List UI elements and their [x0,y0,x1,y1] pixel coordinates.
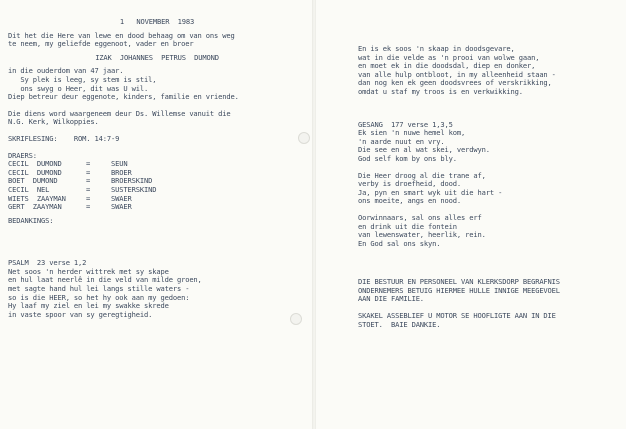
bearer-name: GERT ZAAYMAN [8,202,62,212]
psalm-line: in vaste spoor van sy geregtigheid. [8,309,153,319]
bearer-equals: = [86,167,91,177]
right-page [316,0,626,429]
bearer-relation: BROERSKIND [111,176,153,186]
thanks-heading: BEDANKINGS: [8,215,54,225]
service-line: N.G. Kerk, Wilkoppies. [8,117,99,127]
age-line: in die ouderdom van 47 jaar. [8,66,124,76]
bearer-row [8,203,156,212]
verse-line: Sy plek is leeg, sy stem is stil, [8,74,157,84]
intro-line: te neem, my geliefde eggenoot, vader en broer [8,39,194,49]
bearers-table [8,160,156,212]
hymn-line: Oorwinnaars, sal ons alles erf [358,212,482,222]
bearer-name: CECIL DUMOND [8,159,62,169]
hymn-line: God self kom by ons bly. [358,153,457,163]
psalm-line: wat in die velde as 'n prooi van wolwe gaan, [358,52,540,62]
bearer-relation: SWAER [111,202,132,212]
bearer-name: WIETS ZAAYMAN [8,193,66,203]
hymn-line: En God sal ons skyn. [358,238,441,248]
bearer-equals: = [86,176,91,186]
psalm-line: met sagte hand hul lei langs stille waters - [8,284,190,294]
mourners-line: Diep betreur deur eggenote, kinders, familie en vriende. [8,92,239,102]
bearer-relation: SUSTERSKIND [111,184,157,194]
bearer-relation: BROER [111,167,132,177]
verse-line: ons swyg o Heer, dit was U wil. [8,83,149,93]
psalm-line: van alle hulp ontbloot, in my alleenheid staan - [358,69,556,79]
condolence-notice: DIE BESTUUR EN PERSONEEL VAN KLERKSDORP BEGRAFNIS [358,277,560,287]
service-date: 1 NOVEMBER 1983 [119,17,195,26]
hymn-line: Die see en al wat skei, verdwyn. [358,145,490,155]
psalm-line: en hul laat neerlê in die veld van milde groen, [8,275,202,285]
hymn-line: ons moeite, angs en nood. [358,196,462,206]
hymn-line: verby is droefheid, dood. [358,179,462,189]
psalm-heading: PSALM 23 verse 1,2 [8,258,87,268]
bearer-relation: SEUN [111,159,128,169]
scripture-reading: SKRIFLESING: ROM. 14:7-9 [8,133,120,143]
psalm-line: Net soos 'n herder wittrek met sy skape [8,266,169,276]
bearers-heading: DRAERS: [8,150,37,160]
hymn-line: Ek sien 'n nuwe hemel kom, [358,128,466,138]
intro-line: Dit het die Here van lewe en dood behaag om van ons weg [8,30,235,40]
deceased-name: IZAK JOHANNES PETRUS DUMOND [95,52,219,62]
hymn-line: en drink uit die fontein [358,221,457,231]
bearer-equals: = [86,184,91,194]
headlights-request: STOET. BAIE DANKIE. [358,319,441,329]
service-line: Die diens word waargeneem deur Ds. Willemse vanuit die [8,108,231,118]
psalm-line: so is die HEER, so het hy ook aan my gedoen: [8,292,190,302]
hymn-line: Die Heer droog al die trane af, [358,170,486,180]
condolence-notice: ONDERNEMERS BETUIG HIERMEE HULLE INNIGE MEEGEVOEL [358,285,560,295]
psalm-line: omdat u staf my troos is en verkwikking. [358,86,523,96]
left-page [0,0,312,429]
psalm-line: Hy laaf my ziel en lei my swakke skrede [8,301,169,311]
psalm-line: dan nog ken ek geen doodsvrees of verskrikking, [358,78,552,88]
psalm-line: En is ek soos 'n skaap in doodsgevare, [358,44,515,53]
hymn-line: van lewenswater, heerlik, rein. [358,230,486,240]
bearer-name: CECIL DUMOND [8,167,62,177]
headlights-request: SKAKEL ASSEBLIEF U MOTOR SE HOOFLIGTE AAN IN DIE [358,311,556,321]
bearer-name: CECIL NEL [8,184,50,194]
hymn-line: Ja, pyn en smart wyk uit die hart - [358,187,503,197]
bearer-relation: SWAER [111,193,132,203]
bearer-equals: = [86,193,91,203]
bearer-equals: = [86,159,91,169]
hymn-heading: GESANG 177 verse 1,3,5 [358,119,453,129]
psalm-line: en moet ek in die doodsdal, diep en donker, [358,61,536,71]
bearer-name: BOET DUMOND [8,176,58,186]
hymn-line: 'n aarde nuut en vry. [358,136,445,146]
condolence-notice: AAN DIE FAMILIE. [358,294,424,304]
bearer-equals: = [86,202,91,212]
